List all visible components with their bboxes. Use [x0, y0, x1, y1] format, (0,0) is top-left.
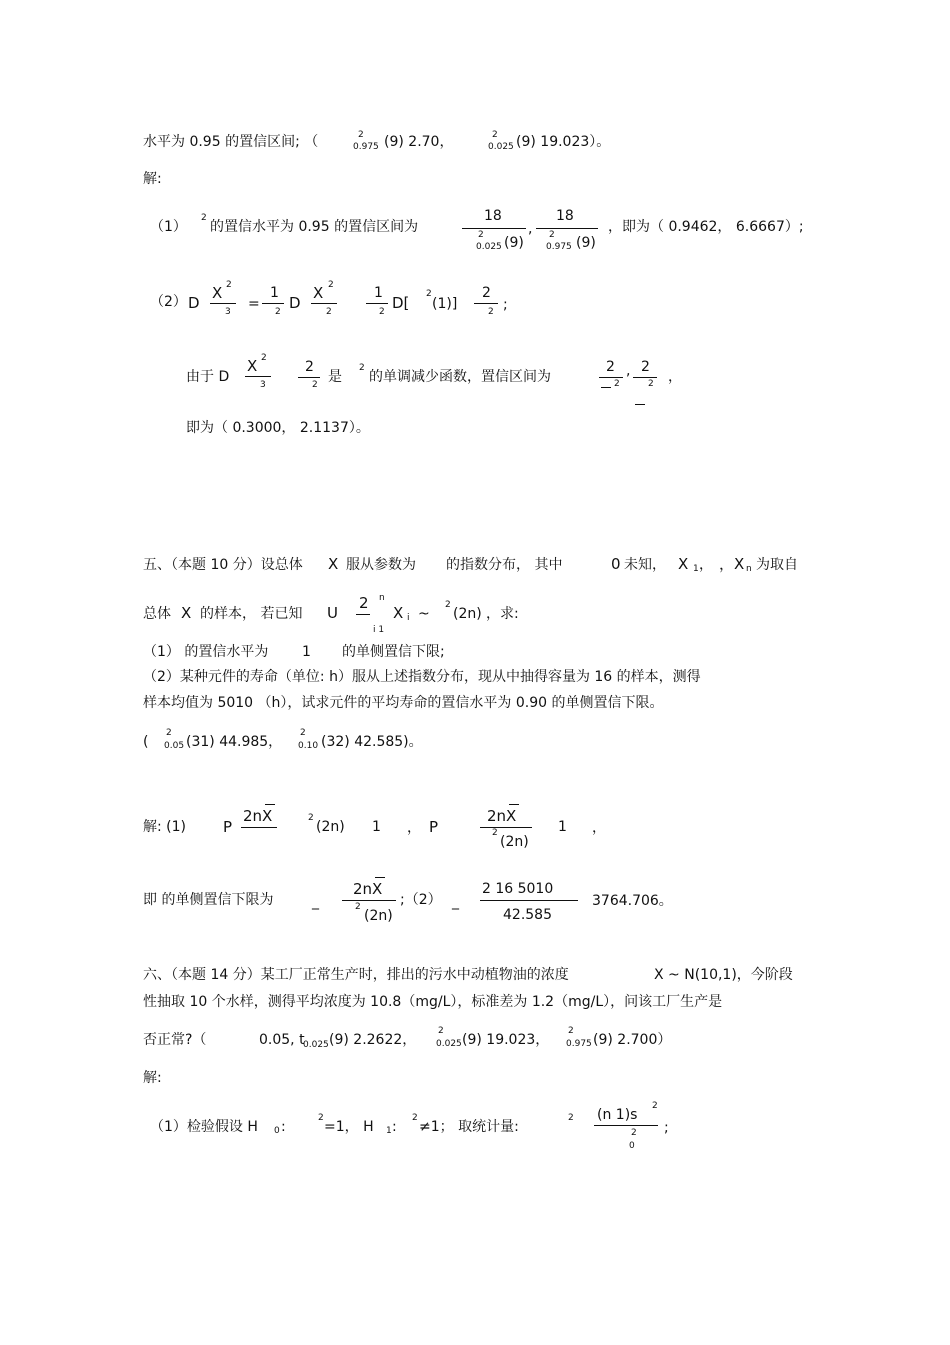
chi-sup: 2 — [568, 1113, 574, 1123]
overline-bar — [375, 877, 385, 878]
part1-text: 的置信水平为 0.95 的置信区间为 — [210, 219, 419, 235]
chi-arg: (2n) — [316, 819, 345, 835]
frac-den: (2n) — [364, 908, 393, 924]
text-is: 是 — [328, 369, 342, 385]
separator: ， — [699, 557, 713, 573]
fraction-bar — [311, 303, 337, 304]
interval-den2: 2 — [648, 379, 654, 389]
math-sub: 0 — [274, 1126, 280, 1136]
sec6-text-e: (9) 2.700） — [593, 1032, 672, 1048]
chi-sup: 2 — [300, 728, 306, 738]
math-den: 2 — [312, 380, 318, 390]
math-X: X — [678, 555, 689, 573]
sigma-sub: 0 — [629, 1141, 635, 1151]
given-value1: (31) 44.985， — [186, 734, 283, 750]
frac2-den: (9) — [576, 235, 596, 251]
chi-sub: 0.975 — [353, 142, 379, 152]
tilde: ~ — [418, 606, 430, 622]
interval-den1: 2 — [614, 379, 620, 389]
sum-sub: i 1 — [373, 625, 385, 635]
frac1-den: (9) — [504, 235, 524, 251]
sec6-text-b: 0.05, t — [259, 1032, 305, 1048]
math-two: 2 — [482, 285, 491, 301]
chi-arg: (2n) — [453, 606, 482, 622]
paren-open: ( — [143, 734, 149, 750]
chi-sub: 0.975 — [566, 1039, 592, 1049]
given-value2: (32) 42.585)。 — [321, 734, 423, 750]
solution-label: 解: (1) — [143, 819, 186, 835]
chi-sup: 2 — [308, 813, 314, 823]
interval-num1: 2 — [606, 359, 615, 375]
math-U: U — [327, 604, 338, 622]
chi-sup: 2 — [166, 728, 172, 738]
math-den: 2 — [275, 307, 281, 317]
sec6-p1-e: ≠1； 取统计量: — [419, 1119, 519, 1135]
sigma-sup: 2 — [318, 1113, 324, 1123]
math-sup: 2 — [226, 280, 232, 290]
frac-num: 2nX — [243, 807, 273, 825]
math-X: X — [181, 604, 192, 622]
fraction-bar — [366, 303, 388, 304]
frac2-num: 18 — [556, 208, 574, 224]
comma: , — [626, 363, 631, 379]
math-X: X — [212, 284, 223, 302]
comma: ， — [592, 820, 606, 836]
chi-sup: 2 — [445, 600, 451, 610]
sec6-line1b: X ~ N(10,1)，今阶段 — [654, 967, 793, 983]
fraction-bar — [356, 614, 370, 615]
chi-sup: 2 — [478, 230, 484, 240]
sec5-text-d: 未知， — [624, 557, 666, 573]
sec4-text-e: (9) 19.023）。 — [516, 134, 611, 150]
math-sub: i — [407, 613, 410, 623]
math-D: D — [188, 294, 200, 312]
sec5-text-c: ，求: — [486, 606, 519, 622]
chi-sup: 2 — [438, 1026, 444, 1036]
chi-sub: 0.025 — [488, 142, 514, 152]
math-sub: n — [746, 564, 752, 574]
math-two: 2 — [359, 594, 369, 612]
interval-num2: 2 — [641, 359, 650, 375]
math-den: 3 — [225, 307, 231, 317]
fraction-bar — [241, 827, 277, 828]
math-D-bracket: D[ — [392, 294, 410, 312]
underline-bar — [635, 404, 645, 405]
sum-sup: n — [379, 593, 385, 603]
solution2-mid: ;（2） — [400, 892, 442, 908]
fraction-bar — [599, 377, 623, 378]
dash: _ — [312, 894, 319, 910]
t-sub: 0.025 — [303, 1040, 329, 1050]
fraction-bar — [594, 1125, 658, 1126]
math-den: 2 — [488, 307, 494, 317]
chi-sub: 0.025 — [476, 242, 502, 252]
solution2-result: 3764.706。 — [592, 893, 673, 909]
math-X: X — [328, 555, 339, 573]
chi-arg: (1)] — [432, 296, 458, 312]
overline-bar — [509, 804, 519, 805]
solution2-label: 即 的单侧置信下限为 — [143, 892, 274, 908]
fraction-bar — [480, 900, 578, 901]
fraction-bar — [245, 376, 271, 377]
math-one: 1 — [302, 644, 311, 660]
math-X: X — [247, 357, 258, 375]
frac-num: 2 16 5010 — [482, 881, 554, 897]
chi-sup: 2 — [358, 130, 364, 140]
colon: : — [281, 1119, 286, 1135]
sec6-line2: 性抽取 10 个水样，测得平均浓度为 10.8（mg/L），标准差为 1.2（mg/L），问该工厂生产是 — [143, 994, 723, 1010]
fraction-bar — [298, 377, 320, 378]
math-sub: 1 — [386, 1126, 392, 1136]
part3-text: 的单调减少函数，置信区间为 — [369, 369, 551, 385]
semicolon: ; — [664, 1120, 669, 1136]
chi-sup: 2 — [492, 130, 498, 140]
frac-num: (n 1)s — [597, 1107, 638, 1123]
sec5-q2-line1: （2）某种元件的寿命（单位: h）服从上述指数分布，现从中抽得容量为 16 的样本，测得 — [143, 669, 701, 685]
sec6-text-d: (9) 19.023， — [462, 1032, 550, 1048]
comma: , — [528, 221, 533, 237]
chi-sup: 2 — [549, 230, 555, 240]
frac1-num: 18 — [484, 208, 502, 224]
math-zero: 0 — [611, 555, 621, 573]
fraction-bar — [474, 303, 498, 304]
math-X: ，X — [719, 555, 745, 573]
frac-num: 2nX — [487, 807, 517, 825]
sec6-text-c: (9) 2.2622， — [329, 1032, 417, 1048]
colon: : — [392, 1119, 397, 1135]
fraction-bar — [210, 303, 236, 304]
math-P: P — [223, 818, 233, 836]
fraction-bar — [262, 303, 284, 304]
math-D: D — [289, 294, 301, 312]
math-den: 2 — [379, 307, 385, 317]
chi-sup: 2 — [426, 289, 432, 299]
comma: ， — [407, 820, 421, 836]
chi-sub: 0.05 — [164, 741, 185, 751]
equals: = — [248, 296, 260, 312]
sec5-text-c: 的指数分布， 其中 — [446, 557, 563, 573]
math-den: 3 — [260, 380, 266, 390]
fraction-bar — [536, 228, 598, 229]
math-two: 2 — [305, 359, 314, 375]
frac-den: 42.585 — [503, 907, 552, 923]
part1-tail: ，即为（ 0.9462， 6.6667）; — [608, 219, 804, 235]
math-sub: 1 — [693, 564, 699, 574]
sec6-line1a: 六、（本题 14 分）某工厂正常生产时，排出的污水中动植物油的浓度 — [143, 967, 569, 983]
dash: _ — [452, 894, 459, 910]
math-sup: 2 — [261, 353, 267, 363]
chi-sup: 2 — [359, 363, 365, 373]
chi-sup: 2 — [568, 1026, 574, 1036]
sec6-p1-a: （1）检验假设 H — [150, 1119, 258, 1135]
solution-label: 解: — [143, 1070, 162, 1086]
fraction-bar — [342, 900, 396, 901]
chi-sub: 0.025 — [436, 1039, 462, 1049]
part3-end: ， — [668, 369, 682, 385]
math-one: 1 — [372, 819, 381, 835]
overline-bar — [265, 804, 275, 805]
sec4-text-c: (9) 2.70， — [384, 134, 454, 150]
part3-prefix: 由于 D — [186, 369, 230, 385]
chi-sup: 2 — [201, 213, 207, 223]
part-label: （1） — [150, 219, 187, 235]
sec5-text-a: 五、（本题 10 分）设总体 — [143, 557, 303, 573]
chi-sub: 0.10 — [298, 741, 319, 751]
math-one: 1 — [374, 285, 383, 301]
sigma-sup: 2 — [631, 1128, 637, 1138]
sec5-text-a: 总体 — [143, 606, 171, 622]
fraction-bar — [480, 827, 532, 828]
fraction-bar — [633, 377, 657, 378]
frac-num: 2nX — [353, 880, 383, 898]
math-X: X — [393, 604, 404, 622]
sec6-p1-c: =1， H — [324, 1119, 374, 1135]
sec5-q2-line2: 样本均值为 5010 （h），试求元件的平均寿命的置信水平为 0.90 的单侧置信下限。 — [143, 695, 664, 711]
frac-den: (2n) — [500, 834, 529, 850]
part-label: （2） — [150, 294, 187, 310]
fraction-bar — [462, 228, 526, 229]
sec5-text-e: 为取自 — [756, 557, 798, 573]
sec6-text-a: 否正常?（ — [143, 1032, 207, 1048]
chi-sup: 2 — [355, 902, 361, 912]
chi-sup: 2 — [492, 828, 498, 838]
sec4-result: 即为（ 0.3000， 2.1137）。 — [186, 420, 370, 436]
math-sup: 2 — [652, 1101, 658, 1111]
math-X: X — [313, 284, 324, 302]
sec4-text-a: 水平为 0.95 的置信区间; （ — [143, 134, 319, 150]
math-P: P — [429, 818, 439, 836]
solution-label: 解: — [143, 171, 162, 187]
chi-sub: 0.975 — [546, 242, 572, 252]
sec5-text-b: 服从参数为 — [346, 557, 416, 573]
math-sup: 2 — [328, 280, 334, 290]
semicolon: ; — [503, 297, 508, 313]
math-one: 1 — [270, 285, 279, 301]
sigma-sup: 2 — [412, 1113, 418, 1123]
underline-bar — [601, 387, 611, 388]
math-den: 2 — [326, 307, 332, 317]
sec5-text-b: 的样本， 若已知 — [200, 606, 303, 622]
math-one: 1 — [558, 819, 567, 835]
q1-text-a: （1） 的置信水平为 — [143, 644, 269, 660]
q1-text-b: 的单侧置信下限; — [342, 644, 445, 660]
